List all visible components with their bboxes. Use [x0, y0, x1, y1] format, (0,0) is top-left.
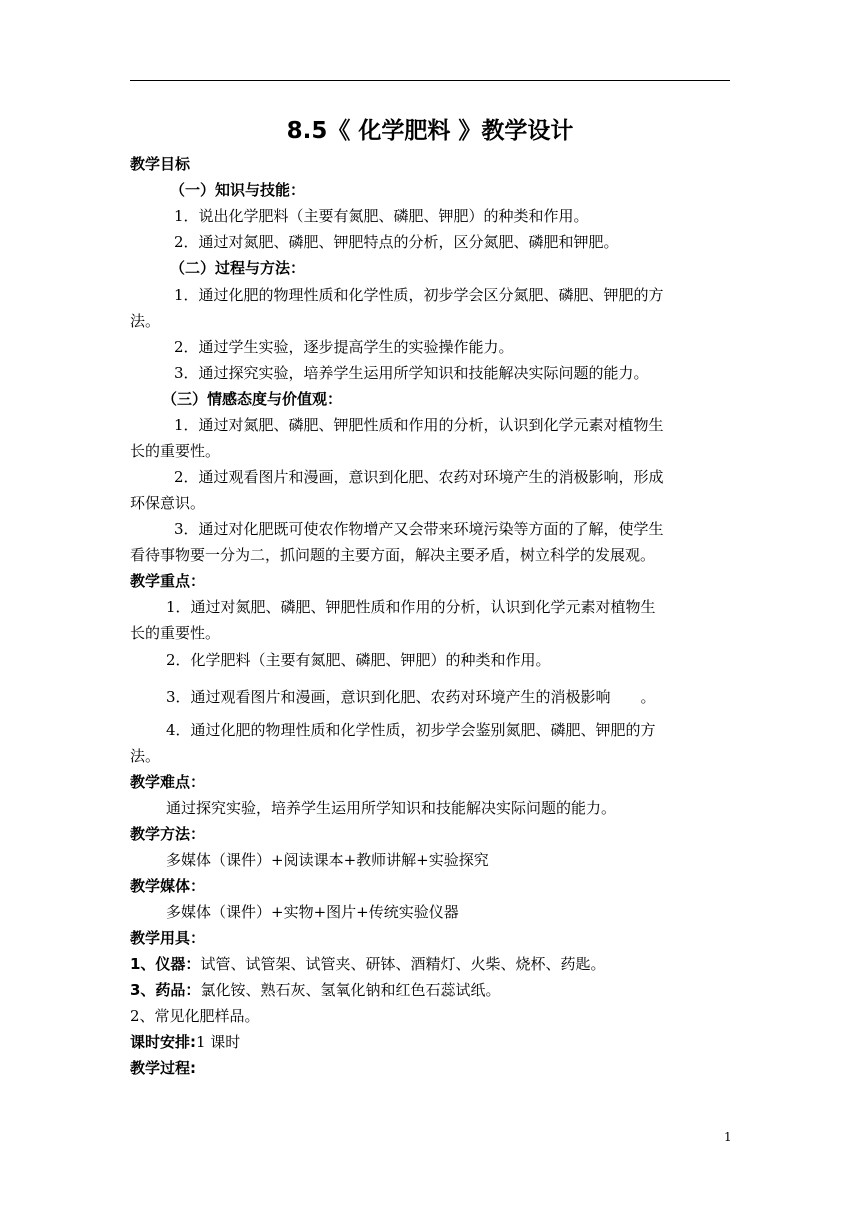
- tools-item-instruments: [130, 953, 730, 975]
- knowledge-heading: （一）知识与技能：: [170, 181, 306, 199]
- key-point-4-line-1: 4．通过化肥的物理性质和化学性质，初步学会鉴别氮肥、磷肥、钾肥的方: [166, 721, 656, 739]
- difficulties-heading: 教学难点：: [130, 773, 206, 791]
- key-point-2: 2．化学肥料（主要有氮肥、磷肥、钾肥）的种类和作用。: [166, 651, 551, 669]
- attitude-heading: （三）情感态度与价值观：: [162, 390, 343, 408]
- knowledge-item-2: 2．通过对氮肥、磷肥、钾肥特点的分析，区分氮肥、磷肥和钾肥。: [174, 233, 619, 251]
- tools-chemicals-text: 氯化铵、熟石灰、氢氧化钠和红色石蕊试纸。: [200, 981, 501, 999]
- methods-text: 多媒体（课件）+阅读课本+教师讲解+实验探究: [166, 851, 489, 869]
- tools-item-samples: 2、常见化肥样品。: [130, 1007, 260, 1025]
- difficulties-text: 通过探究实验，培养学生运用所学知识和技能解决实际问题的能力。: [166, 799, 617, 817]
- process-item-1-line-2: 法。: [130, 312, 161, 330]
- document-title: 8.5《 化学肥料 》教学设计: [286, 118, 574, 144]
- process-item-2: 2．通过学生实验，逐步提高学生的实验操作能力。: [174, 338, 514, 356]
- objectives-heading: 教学目标: [130, 155, 191, 173]
- process-item-1-line-1: 1．通过化肥的物理性质和化学性质，初步学会区分氮肥、磷肥、钾肥的方: [174, 286, 664, 304]
- tools-chemicals-label: 3、药品：: [130, 981, 201, 999]
- attitude-item-1-line-1: 1．通过对氮肥、磷肥、钾肥性质和作用的分析，认识到化学元素对植物生: [174, 416, 664, 434]
- schedule-line: [130, 1031, 730, 1053]
- media-text: 多媒体（课件）+实物+图片+传统实验仪器: [166, 903, 459, 921]
- tools-item-chemicals: [130, 979, 730, 1001]
- knowledge-item-1: 1．说出化学肥料（主要有氮肥、磷肥、钾肥）的种类和作用。: [174, 207, 589, 225]
- process-item-3: 3．通过探究实验，培养学生运用所学知识和技能解决实际问题的能力。: [174, 364, 649, 382]
- key-point-1-line-1: 1．通过对氮肥、磷肥、钾肥性质和作用的分析，认识到化学元素对植物生: [166, 598, 656, 616]
- tools-heading: 教学用具：: [130, 929, 206, 947]
- process-heading: （二）过程与方法：: [170, 259, 306, 277]
- key-point-1-line-2: 长的重要性。: [130, 624, 221, 642]
- key-point-3: 3．通过观看图片和漫画，意识到化肥、农药对环境产生的消极影响 。: [166, 688, 656, 706]
- attitude-item-3-line-2: 看待事物要一分为二，抓问题的主要方面，解决主要矛盾，树立科学的发展观。: [130, 546, 656, 564]
- key-point-4-line-2: 法。: [130, 747, 161, 765]
- attitude-item-1-line-2: 长的重要性。: [130, 442, 221, 460]
- process-section-heading: 教学过程:: [130, 1059, 196, 1077]
- tools-instruments-label: 1、仪器：: [130, 955, 201, 973]
- schedule-value: 1 课时: [196, 1033, 241, 1051]
- attitude-item-2-line-2: 环保意识。: [130, 494, 206, 512]
- attitude-item-2-line-1: 2．通过观看图片和漫画，意识到化肥、农药对环境产生的消极影响，形成: [174, 468, 664, 486]
- tools-instruments-text: 试管、试管架、试管夹、研钵、酒精灯、火柴、烧杯、药匙。: [200, 955, 606, 973]
- attitude-item-3-line-1: 3．通过对化肥既可使农作物增产又会带来环境污染等方面的了解，使学生: [174, 520, 664, 538]
- schedule-label: 课时安排:: [130, 1033, 196, 1051]
- key-points-heading: 教学重点：: [130, 572, 206, 590]
- media-heading: 教学媒体：: [130, 877, 206, 895]
- header-rule: [130, 80, 730, 81]
- methods-heading: 教学方法：: [130, 825, 206, 843]
- page-number: 1: [724, 1130, 732, 1144]
